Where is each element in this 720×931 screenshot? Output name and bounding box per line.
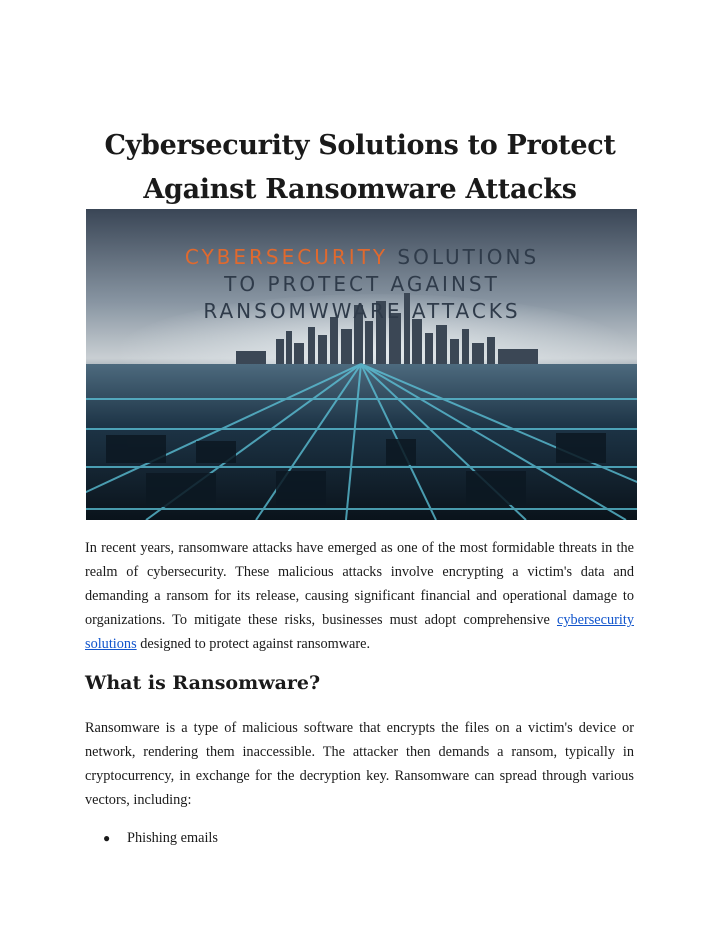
list-item-text: Phishing emails bbox=[127, 830, 218, 846]
hero-line-1-accent: CYBERSECURITY bbox=[184, 245, 389, 269]
intro-text-before-link: In recent years, ransomware attacks have emerged as one of the most formidable threats in the realm of cybersecurity. These malicious attacks involve encrypting a victim's data and demanding a ransom for its release, causing significant financial and operational damage to organizations. To mitigate these risks, businesses must adopt comprehensive bbox=[85, 540, 634, 628]
hero-image-graphic bbox=[86, 209, 637, 520]
title-line-1: Cybersecurity Solutions to Protect bbox=[104, 130, 616, 162]
bullet-icon: ● bbox=[103, 831, 111, 845]
cybersecurity-solutions-link[interactable]: cybersecurity solutions bbox=[85, 612, 634, 652]
list-item bbox=[85, 826, 218, 850]
intro-text-after-link: designed to protect against ransomware. bbox=[136, 636, 371, 652]
hero-image bbox=[86, 209, 637, 520]
hero-line-2: TO PROTECT AGAINST bbox=[224, 272, 500, 296]
intro-paragraph bbox=[85, 536, 634, 656]
ransomware-paragraph: Ransomware is a type of malicious software that encrypts the files on a victim's device or network, rendering them inaccessible. The attacker then demands a ransom, typically in cryptocurrency, in exchange for the decryption key. Ransomware can spread through various vectors, including: bbox=[85, 720, 634, 808]
hero-line-3: RANSOMWWARE ATTACKS bbox=[203, 299, 521, 323]
vectors-list bbox=[85, 826, 218, 850]
title-line-2: Against Ransomware Attacks bbox=[143, 174, 577, 206]
hero-line-1 bbox=[185, 245, 539, 269]
document-title bbox=[60, 124, 660, 212]
hero-line-1-rest: SOLUTIONS bbox=[388, 245, 540, 269]
section-heading: What is Ransomware? bbox=[85, 672, 321, 694]
